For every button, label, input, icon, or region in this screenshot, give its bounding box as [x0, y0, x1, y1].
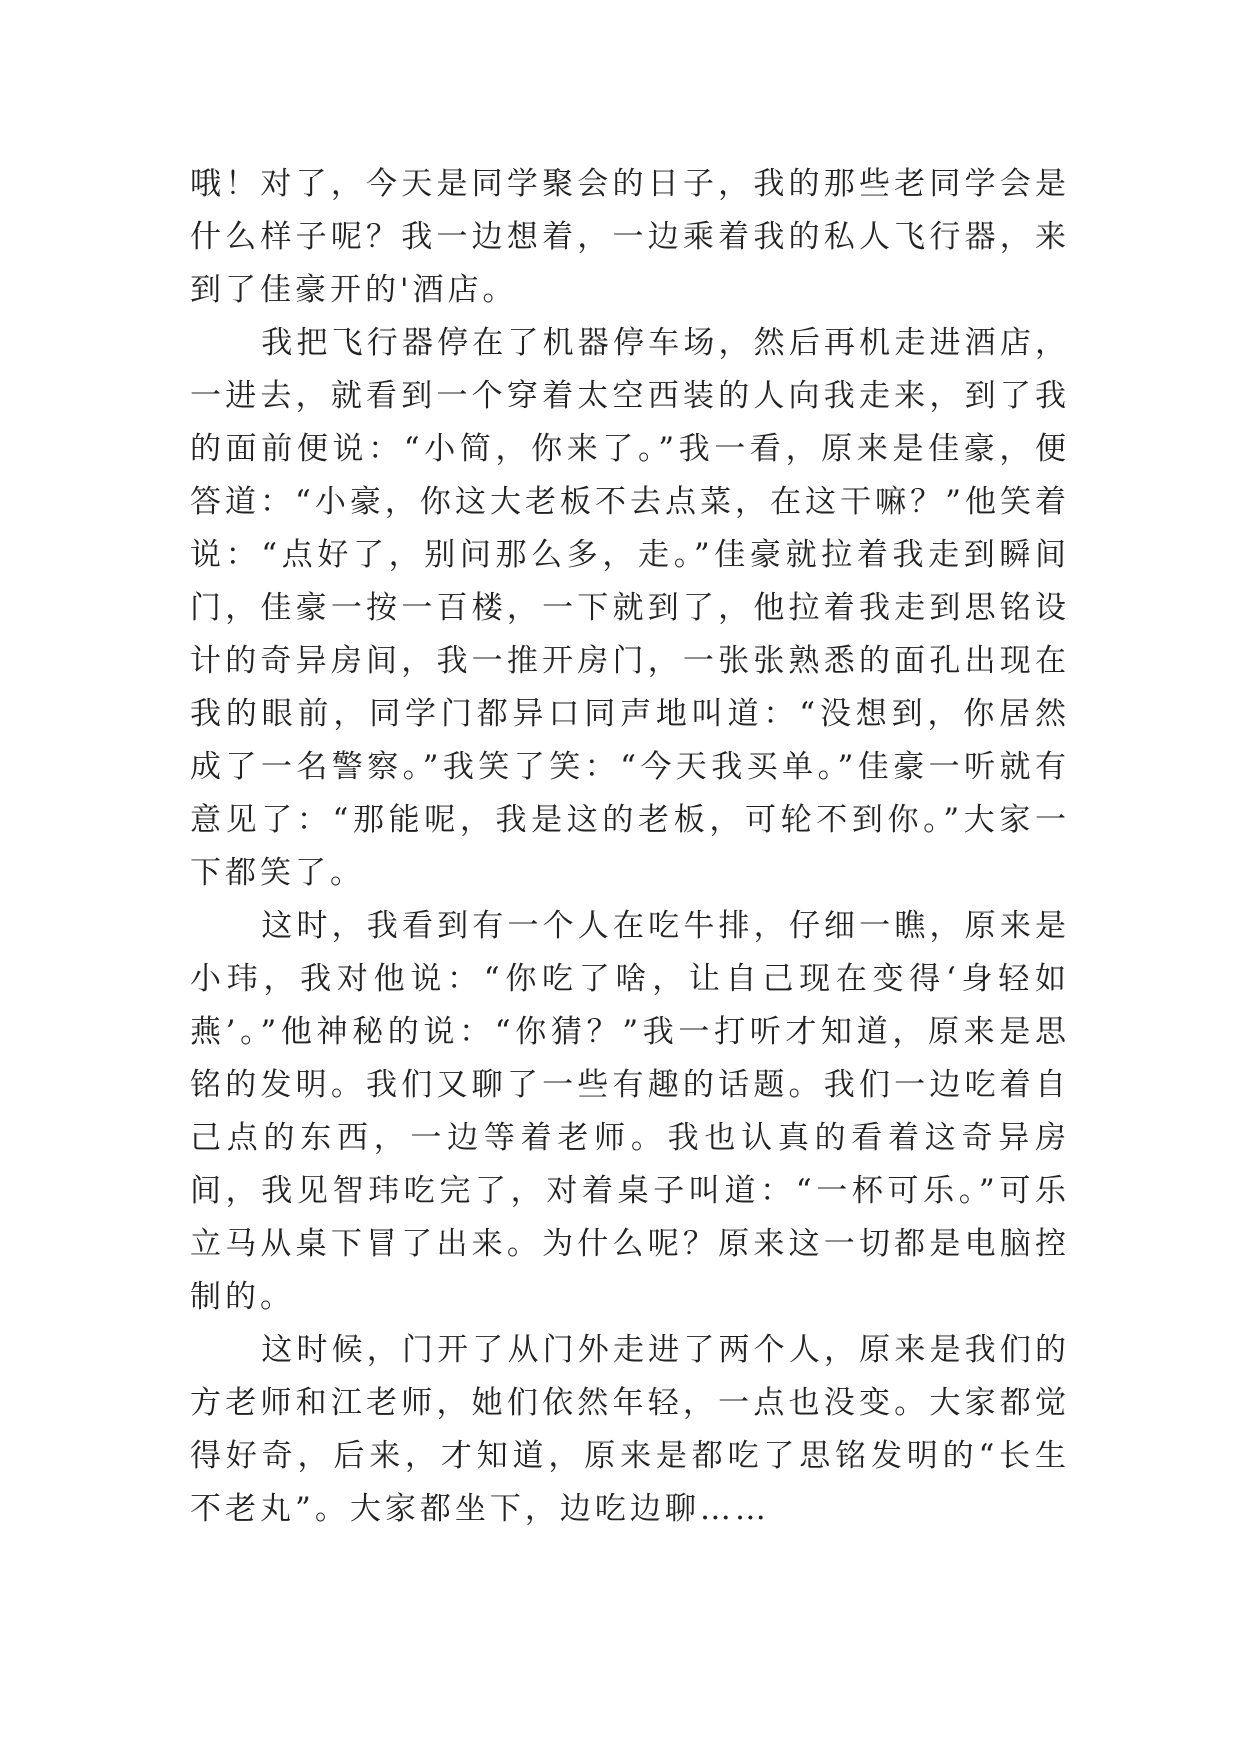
paragraph-2: 我把飞行器停在了机器停车场，然后再机走进酒店，一进去，就看到一个穿着太空西装的人向我走来，到了我的面前便说：“小简，你来了。”我一看，原来是佳豪，便答道：“小豪，你这大老板不去点菜，在这干嘛？”他笑着说：“点好了，别问那么多，走。”佳豪就拉着我走到瞬间门，佳豪一按一百楼，一下就到了，他拉着我走到思铭设计的奇异房间，我一推开房门，一张张熟悉的面孔出现在我的眼前，同学门都异口同声地叫道：“没想到，你居然成了一名警察。”我笑了笑：“今天我买单。”佳豪一听就有意见了：“那能呢，我是这的老板，可轮不到你。”大家一下都笑了。 [190, 325, 1070, 891]
document-body [190, 158, 1070, 1536]
paragraph-4: 这时候，门开了从门外走进了两个人，原来是我们的方老师和江老师，她们依然年轻，一点也没变。大家都觉得好奇，后来，才知道，原来是都吃了思铭发明的“长生不老丸”。大家都坐下，边吃边聊…… [190, 1332, 1070, 1527]
paragraph-1: 哦！对了，今天是同学聚会的日子，我的那些老同学会是什么样子呢？我一边想着，一边乘着我的私人飞行器，来到了佳豪开的'酒店。 [190, 166, 1070, 308]
paragraph-3: 这时，我看到有一个人在吃牛排，仔细一瞧，原来是小玮，我对他说：“你吃了啥，让自己现在变得‘身轻如燕’。”他神秘的说：“你猜？”我一打听才知道，原来是思铭的发明。我们又聊了一些有趣的话题。我们一边吃着自己点的东西，一边等着老师。我也认真的看着这奇异房间，我见智玮吃完了，对着桌子叫道：“一杯可乐。”可乐立马从桌下冒了出来。为什么呢？原来这一切都是电脑控制的。 [190, 908, 1070, 1315]
